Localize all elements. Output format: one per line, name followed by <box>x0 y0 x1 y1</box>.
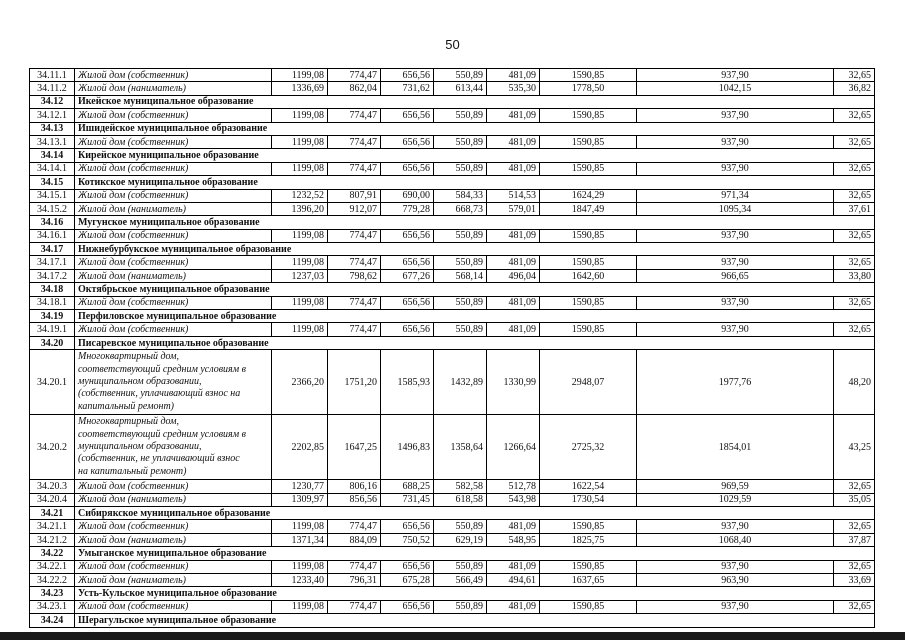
row-code: 34.21.1 <box>30 520 75 533</box>
value-col-8: 32,65 <box>834 256 875 269</box>
value-col-8: 32,65 <box>834 229 875 242</box>
value-col-5: 481,09 <box>487 296 540 309</box>
value-col-3: 656,56 <box>381 323 434 336</box>
value-col-1: 1199,08 <box>272 135 328 148</box>
value-col-4: 550,89 <box>434 256 487 269</box>
value-col-7: 1095,34 <box>637 202 834 215</box>
value-col-1: 1371,34 <box>272 533 328 546</box>
value-col-2: 774,47 <box>328 256 381 269</box>
section-row <box>30 176 875 189</box>
value-col-3: 656,56 <box>381 600 434 613</box>
table-row <box>30 323 875 336</box>
row-description: Жилой дом (собственник) <box>75 135 272 148</box>
section-code: 34.22 <box>30 547 75 560</box>
value-col-2: 798,62 <box>328 269 381 282</box>
row-description: Жилой дом (собственник) <box>75 560 272 573</box>
value-col-8: 32,65 <box>834 109 875 122</box>
value-col-6: 1590,85 <box>540 69 637 82</box>
value-col-6: 1590,85 <box>540 520 637 533</box>
section-code: 34.13 <box>30 122 75 135</box>
section-title: Ишидейское муниципальное образование <box>75 122 381 135</box>
section-code: 34.21 <box>30 507 75 520</box>
value-col-5: 481,09 <box>487 135 540 148</box>
blank-cell <box>381 336 875 349</box>
value-col-6: 1590,85 <box>540 109 637 122</box>
description-line: на капитальный ремонт) <box>78 465 187 477</box>
value-col-4: 668,73 <box>434 202 487 215</box>
table-row <box>30 82 875 95</box>
value-col-3: 656,56 <box>381 135 434 148</box>
value-col-8: 37,87 <box>834 533 875 546</box>
value-col-7: 937,90 <box>637 256 834 269</box>
section-title: Писаревское муниципальное образование <box>75 336 381 349</box>
section-code: 34.18 <box>30 283 75 296</box>
value-col-5: 1330,99 <box>487 350 540 415</box>
blank-cell <box>381 283 875 296</box>
tariff-table <box>29 68 875 628</box>
section-code: 34.14 <box>30 149 75 162</box>
value-col-3: 731,62 <box>381 82 434 95</box>
value-col-6: 1590,85 <box>540 135 637 148</box>
value-col-1: 1199,08 <box>272 256 328 269</box>
table-row <box>30 69 875 82</box>
value-col-3: 690,00 <box>381 189 434 202</box>
value-col-4: 550,89 <box>434 560 487 573</box>
section-row <box>30 216 875 229</box>
value-col-2: 774,47 <box>328 323 381 336</box>
value-col-3: 656,56 <box>381 560 434 573</box>
value-col-7: 963,90 <box>637 574 834 587</box>
row-description: Жилой дом (собственник) <box>75 109 272 122</box>
section-title: Шерагульское муниципальное образование <box>75 614 381 627</box>
blank-cell <box>381 243 875 256</box>
row-description: Жилой дом (собственник) <box>75 480 272 493</box>
blank-cell <box>381 95 875 108</box>
value-col-3: 656,56 <box>381 256 434 269</box>
value-col-7: 937,90 <box>637 520 834 533</box>
row-code: 34.20.4 <box>30 493 75 506</box>
value-col-6: 1590,85 <box>540 229 637 242</box>
row-code: 34.20.1 <box>30 350 75 415</box>
value-col-3: 656,56 <box>381 109 434 122</box>
value-col-8: 32,65 <box>834 296 875 309</box>
value-col-2: 796,31 <box>328 574 381 587</box>
blank-cell <box>381 507 875 520</box>
value-col-8: 32,65 <box>834 480 875 493</box>
value-col-1: 1199,08 <box>272 109 328 122</box>
value-col-4: 1432,89 <box>434 350 487 415</box>
table-row <box>30 350 875 415</box>
value-col-4: 550,89 <box>434 69 487 82</box>
value-col-6: 1590,85 <box>540 560 637 573</box>
value-col-6: 1642,60 <box>540 269 637 282</box>
value-col-5: 512,78 <box>487 480 540 493</box>
section-title: Сибирякское муниципальное образование <box>75 507 381 520</box>
table-row <box>30 162 875 175</box>
value-col-4: 550,89 <box>434 229 487 242</box>
table-row <box>30 296 875 309</box>
table-row <box>30 109 875 122</box>
value-col-1: 1233,40 <box>272 574 328 587</box>
section-row <box>30 547 875 560</box>
value-col-5: 1266,64 <box>487 415 540 480</box>
value-col-2: 884,09 <box>328 533 381 546</box>
value-col-3: 656,56 <box>381 296 434 309</box>
value-col-3: 1496,83 <box>381 415 434 480</box>
value-col-8: 32,65 <box>834 520 875 533</box>
value-col-4: 550,89 <box>434 600 487 613</box>
row-description: Жилой дом (собственник) <box>75 296 272 309</box>
value-col-7: 1042,15 <box>637 82 834 95</box>
value-col-5: 481,09 <box>487 162 540 175</box>
value-col-2: 774,47 <box>328 162 381 175</box>
description-line: муниципальном образовании, <box>78 441 202 453</box>
row-description: Жилой дом (наниматель) <box>75 269 272 282</box>
value-col-4: 613,44 <box>434 82 487 95</box>
value-col-7: 937,90 <box>637 69 834 82</box>
section-title: Усть-Кульское муниципальное образование <box>75 587 381 600</box>
value-col-7: 1029,59 <box>637 493 834 506</box>
value-col-2: 912,07 <box>328 202 381 215</box>
row-code: 34.13.1 <box>30 135 75 148</box>
row-code: 34.21.2 <box>30 533 75 546</box>
row-description <box>75 415 272 480</box>
row-code: 34.22.1 <box>30 560 75 573</box>
row-description: Жилой дом (собственник) <box>75 256 272 269</box>
value-col-1: 1309,97 <box>272 493 328 506</box>
value-col-7: 1068,40 <box>637 533 834 546</box>
section-code: 34.17 <box>30 243 75 256</box>
row-code: 34.23.1 <box>30 600 75 613</box>
value-col-6: 1590,85 <box>540 256 637 269</box>
value-col-4: 584,33 <box>434 189 487 202</box>
value-col-1: 1199,08 <box>272 560 328 573</box>
table-row <box>30 229 875 242</box>
value-col-1: 1199,08 <box>272 323 328 336</box>
value-col-4: 550,89 <box>434 296 487 309</box>
row-code: 34.22.2 <box>30 574 75 587</box>
value-col-7: 1854,01 <box>637 415 834 480</box>
value-col-7: 937,90 <box>637 296 834 309</box>
section-row <box>30 614 875 627</box>
value-col-1: 1199,08 <box>272 162 328 175</box>
row-description: Жилой дом (наниматель) <box>75 493 272 506</box>
section-title: Мугунское муниципальное образование <box>75 216 381 229</box>
value-col-3: 675,28 <box>381 574 434 587</box>
row-description: Жилой дом (собственник) <box>75 520 272 533</box>
value-col-2: 774,47 <box>328 109 381 122</box>
row-description: Жилой дом (собственник) <box>75 323 272 336</box>
table-row <box>30 600 875 613</box>
description-line: (собственник, уплачивающий взнос на <box>78 388 241 400</box>
scan-edge <box>0 632 905 640</box>
value-col-2: 774,47 <box>328 520 381 533</box>
row-code: 34.17.1 <box>30 256 75 269</box>
value-col-4: 550,89 <box>434 162 487 175</box>
value-col-8: 43,25 <box>834 415 875 480</box>
row-code: 34.11.2 <box>30 82 75 95</box>
value-col-2: 774,47 <box>328 69 381 82</box>
section-code: 34.15 <box>30 176 75 189</box>
value-col-2: 807,91 <box>328 189 381 202</box>
value-col-4: 566,49 <box>434 574 487 587</box>
value-col-7: 937,90 <box>637 323 834 336</box>
value-col-5: 481,09 <box>487 256 540 269</box>
value-col-3: 779,28 <box>381 202 434 215</box>
value-col-8: 32,65 <box>834 69 875 82</box>
value-col-6: 1730,54 <box>540 493 637 506</box>
row-code: 34.11.1 <box>30 69 75 82</box>
value-col-5: 494,61 <box>487 574 540 587</box>
table-row <box>30 520 875 533</box>
value-col-1: 1237,03 <box>272 269 328 282</box>
section-title: Кирейское муниципальное образование <box>75 149 381 162</box>
value-col-6: 1590,85 <box>540 162 637 175</box>
section-code: 34.24 <box>30 614 75 627</box>
section-title: Октябрьское муниципальное образование <box>75 283 381 296</box>
value-col-6: 1847,49 <box>540 202 637 215</box>
row-code: 34.20.3 <box>30 480 75 493</box>
value-col-7: 966,65 <box>637 269 834 282</box>
value-col-7: 971,34 <box>637 189 834 202</box>
blank-cell <box>381 122 875 135</box>
table-row <box>30 480 875 493</box>
row-code: 34.15.2 <box>30 202 75 215</box>
value-col-4: 550,89 <box>434 323 487 336</box>
row-description: Жилой дом (наниматель) <box>75 82 272 95</box>
value-col-6: 1590,85 <box>540 323 637 336</box>
value-col-6: 1637,65 <box>540 574 637 587</box>
section-row <box>30 95 875 108</box>
section-row <box>30 587 875 600</box>
table-row <box>30 415 875 480</box>
value-col-7: 937,90 <box>637 229 834 242</box>
row-code: 34.12.1 <box>30 109 75 122</box>
value-col-5: 481,09 <box>487 69 540 82</box>
value-col-5: 579,01 <box>487 202 540 215</box>
value-col-6: 1590,85 <box>540 600 637 613</box>
section-code: 34.23 <box>30 587 75 600</box>
value-col-8: 32,65 <box>834 189 875 202</box>
row-description: Жилой дом (собственник) <box>75 600 272 613</box>
value-col-4: 1358,64 <box>434 415 487 480</box>
section-title: Котикское муниципальное образование <box>75 176 381 189</box>
value-col-2: 774,47 <box>328 560 381 573</box>
value-col-2: 774,47 <box>328 600 381 613</box>
value-col-5: 496,04 <box>487 269 540 282</box>
value-col-8: 32,65 <box>834 600 875 613</box>
value-col-5: 481,09 <box>487 109 540 122</box>
value-col-5: 543,98 <box>487 493 540 506</box>
value-col-3: 656,56 <box>381 69 434 82</box>
section-title: Умыганское муниципальное образование <box>75 547 381 560</box>
value-col-3: 656,56 <box>381 162 434 175</box>
value-col-3: 1585,93 <box>381 350 434 415</box>
section-title: Нижнебурбукское муниципальное образование <box>75 243 381 256</box>
value-col-1: 1336,69 <box>272 82 328 95</box>
section-row <box>30 149 875 162</box>
value-col-2: 1647,25 <box>328 415 381 480</box>
row-description: Жилой дом (наниматель) <box>75 574 272 587</box>
value-col-8: 32,65 <box>834 560 875 573</box>
value-col-2: 774,47 <box>328 296 381 309</box>
value-col-1: 1396,20 <box>272 202 328 215</box>
section-row <box>30 507 875 520</box>
value-col-5: 514,53 <box>487 189 540 202</box>
value-col-8: 35,05 <box>834 493 875 506</box>
value-col-3: 677,26 <box>381 269 434 282</box>
section-code: 34.12 <box>30 95 75 108</box>
value-col-5: 481,09 <box>487 600 540 613</box>
blank-cell <box>381 547 875 560</box>
value-col-2: 774,47 <box>328 229 381 242</box>
description-line: соответствующий средним условиям в <box>78 363 246 375</box>
value-col-5: 481,09 <box>487 229 540 242</box>
row-code: 34.19.1 <box>30 323 75 336</box>
description-line: (собственник, не уплачивающий взнос <box>78 453 240 465</box>
value-col-7: 937,90 <box>637 600 834 613</box>
row-code: 34.15.1 <box>30 189 75 202</box>
blank-cell <box>381 587 875 600</box>
value-col-4: 550,89 <box>434 520 487 533</box>
blank-cell <box>381 614 875 627</box>
value-col-4: 582,58 <box>434 480 487 493</box>
value-col-3: 688,25 <box>381 480 434 493</box>
value-col-8: 48,20 <box>834 350 875 415</box>
value-col-8: 32,65 <box>834 162 875 175</box>
value-col-4: 550,89 <box>434 135 487 148</box>
description-line: Многоквартирный дом, <box>78 351 180 363</box>
value-col-1: 1199,08 <box>272 69 328 82</box>
value-col-5: 548,95 <box>487 533 540 546</box>
section-code: 34.20 <box>30 336 75 349</box>
description-line: соответствующий средним условиям в <box>78 428 246 440</box>
value-col-5: 481,09 <box>487 560 540 573</box>
value-col-1: 2366,20 <box>272 350 328 415</box>
table-body <box>30 69 875 628</box>
value-col-5: 481,09 <box>487 520 540 533</box>
row-code: 34.14.1 <box>30 162 75 175</box>
value-col-8: 32,65 <box>834 135 875 148</box>
value-col-6: 1622,54 <box>540 480 637 493</box>
description-line: Многоквартирный дом, <box>78 416 180 428</box>
section-row <box>30 243 875 256</box>
section-row <box>30 336 875 349</box>
row-code: 34.18.1 <box>30 296 75 309</box>
value-col-2: 862,04 <box>328 82 381 95</box>
table-row <box>30 533 875 546</box>
blank-cell <box>381 216 875 229</box>
section-title: Перфиловское муниципальное образование <box>75 310 381 323</box>
value-col-7: 969,59 <box>637 480 834 493</box>
value-col-6: 1590,85 <box>540 296 637 309</box>
value-col-8: 33,69 <box>834 574 875 587</box>
value-col-6: 1624,29 <box>540 189 637 202</box>
row-description: Жилой дом (наниматель) <box>75 202 272 215</box>
value-col-1: 1199,08 <box>272 600 328 613</box>
value-col-2: 774,47 <box>328 135 381 148</box>
section-row <box>30 122 875 135</box>
blank-cell <box>381 176 875 189</box>
section-title: Икейское муниципальное образование <box>75 95 381 108</box>
row-description: Жилой дом (собственник) <box>75 69 272 82</box>
row-description: Жилой дом (собственник) <box>75 162 272 175</box>
value-col-3: 731,45 <box>381 493 434 506</box>
table-row <box>30 202 875 215</box>
value-col-8: 32,65 <box>834 323 875 336</box>
value-col-4: 629,19 <box>434 533 487 546</box>
value-col-5: 481,09 <box>487 323 540 336</box>
value-col-6: 2948,07 <box>540 350 637 415</box>
value-col-7: 1977,76 <box>637 350 834 415</box>
value-col-4: 568,14 <box>434 269 487 282</box>
section-code: 34.19 <box>30 310 75 323</box>
value-col-7: 937,90 <box>637 135 834 148</box>
table-row <box>30 256 875 269</box>
blank-cell <box>381 149 875 162</box>
value-col-3: 656,56 <box>381 520 434 533</box>
row-code: 34.20.2 <box>30 415 75 480</box>
description-line: муниципальном образовании, <box>78 376 202 388</box>
row-description: Жилой дом (собственник) <box>75 189 272 202</box>
value-col-8: 37,61 <box>834 202 875 215</box>
table-row <box>30 493 875 506</box>
description-line: капитальный ремонт) <box>78 400 175 412</box>
value-col-7: 937,90 <box>637 560 834 573</box>
value-col-7: 937,90 <box>637 109 834 122</box>
table-row <box>30 574 875 587</box>
value-col-8: 33,80 <box>834 269 875 282</box>
row-description: Жилой дом (наниматель) <box>75 533 272 546</box>
section-code: 34.16 <box>30 216 75 229</box>
page-number: 50 <box>445 37 460 52</box>
value-col-2: 856,56 <box>328 493 381 506</box>
value-col-1: 1199,08 <box>272 229 328 242</box>
value-col-5: 535,30 <box>487 82 540 95</box>
value-col-4: 618,58 <box>434 493 487 506</box>
value-col-1: 2202,85 <box>272 415 328 480</box>
value-col-2: 806,16 <box>328 480 381 493</box>
row-description <box>75 350 272 415</box>
table-row <box>30 269 875 282</box>
value-col-1: 1199,08 <box>272 520 328 533</box>
value-col-6: 1825,75 <box>540 533 637 546</box>
value-col-1: 1199,08 <box>272 296 328 309</box>
value-col-6: 1778,50 <box>540 82 637 95</box>
table-row <box>30 189 875 202</box>
value-col-2: 1751,20 <box>328 350 381 415</box>
value-col-6: 2725,32 <box>540 415 637 480</box>
blank-cell <box>381 310 875 323</box>
value-col-4: 550,89 <box>434 109 487 122</box>
table-row <box>30 135 875 148</box>
section-row <box>30 310 875 323</box>
row-description: Жилой дом (собственник) <box>75 229 272 242</box>
section-row <box>30 283 875 296</box>
row-code: 34.16.1 <box>30 229 75 242</box>
table-row <box>30 560 875 573</box>
value-col-1: 1230,77 <box>272 480 328 493</box>
value-col-7: 937,90 <box>637 162 834 175</box>
value-col-3: 656,56 <box>381 229 434 242</box>
row-code: 34.17.2 <box>30 269 75 282</box>
value-col-8: 36,82 <box>834 82 875 95</box>
value-col-1: 1232,52 <box>272 189 328 202</box>
value-col-3: 750,52 <box>381 533 434 546</box>
